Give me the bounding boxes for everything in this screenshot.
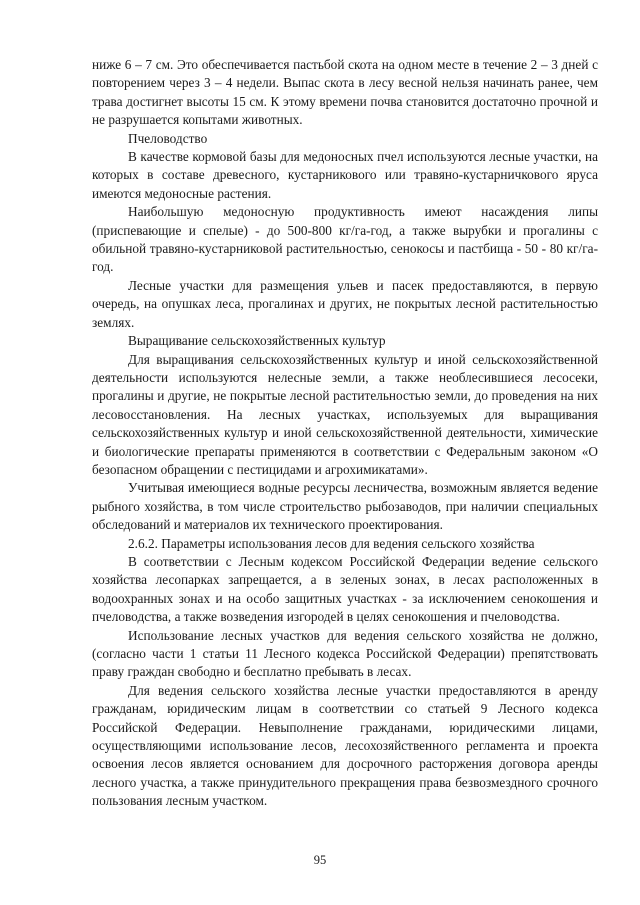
- paragraph: Для выращивания сельскохозяйственных культур и иной сельскохозяйственной деятельности используются нелесные земли, а также необлесившиеся лесосеки, прогалины и другие, не покрытые лесной растительностью земли, до проведения на них лесовосстановления. На лесных участках, используемых для выращивания сельскохозяйственных культур и иной сельскохозяйственной деятельности, химические и биологические препараты применяются в соответствии с Федеральным законом «О безопасном обращении с пестицидами и агрохимикатами».: [92, 351, 598, 477]
- section-heading-crop-growing: Выращивание сельскохозяйственных культур: [128, 333, 386, 349]
- section-heading-beekeeping: Пчеловодство: [128, 130, 208, 146]
- paragraph: Для ведения сельского хозяйства лесные участки предоставляются в аренду гражданам, юридическим лицам в соответствии со статьей 9 Лесного кодекса Российской Федерации. Невыполнение гражданами, юридическими лицами, осуществляющими использование лесов, лесохозяйственного регламента и проекта освоения лесов является основанием для досрочного расторжения договора аренды лесного участка, а также принудительного прекращения права безвозмездного срочного пользования лесным участком.: [92, 682, 598, 809]
- section-heading-2-6-2: 2.6.2. Параметры использования лесов для ведения сельского хозяйства: [128, 535, 535, 551]
- continuation-paragraph: ниже 6 – 7 см. Это обеспечивается пастьбой скота на одном месте в течение 2 – 3 дней с повторением через 3 – 4 недели. Выпас скота в лесу весной нельзя начинать ранее, чем трава достигнет высоты 15 см. К этому времени почва становится достаточно прочной и не разрушается копытами животных.: [92, 57, 598, 128]
- paragraph: Использование лесных участков для ведения сельского хозяйства не должно, (согласно части 1 статьи 11 Лесного кодекса Российской Федерации) препятствовать праву граждан свободно и бесплатно пребывать в лесах.: [92, 627, 598, 680]
- paragraph: Лесные участки для размещения ульев и пасек предоставляются, в первую очередь, на опушках леса, прогалинах и других, не покрытых лесной растительностью землях.: [92, 277, 598, 330]
- paragraph: Наибольшую медоносную продуктивность имеют насаждения липы (приспевающие и спелые) - до 500-800 кг/га-год, а также вырубки и прогалины с обильной травяно-кустарниковой растительностью, сенокосы и пастбища - 50 - 80 кг/га-год.: [92, 204, 598, 275]
- paragraph: Учитывая имеющиеся водные ресурсы лесничества, возможным является ведение рыбного хозяйства, в том числе строительство рыбозаводов, при наличии специальных обследований и материалов их технического проектирования.: [92, 480, 598, 533]
- paragraph: В соответствии с Лесным кодексом Российской Федерации ведение сельского хозяйства лесопарках запрещается, а в зеленых зонах, в лесах расположенных в водоохранных зонах и на особо защитных участках - за исключением сенокошения и пчеловодства, а также возведения изгородей в целях сенокошения и пчеловодства.: [92, 553, 598, 625]
- paragraph: В качестве кормовой базы для медоносных пчел используются лесные участки, на которых в составе древесного, кустарникового или травяно-кустарничкового яруса имеются медоносные растения.: [92, 149, 598, 201]
- page-number: 95: [313, 853, 327, 867]
- document-body: [92, 56, 598, 811]
